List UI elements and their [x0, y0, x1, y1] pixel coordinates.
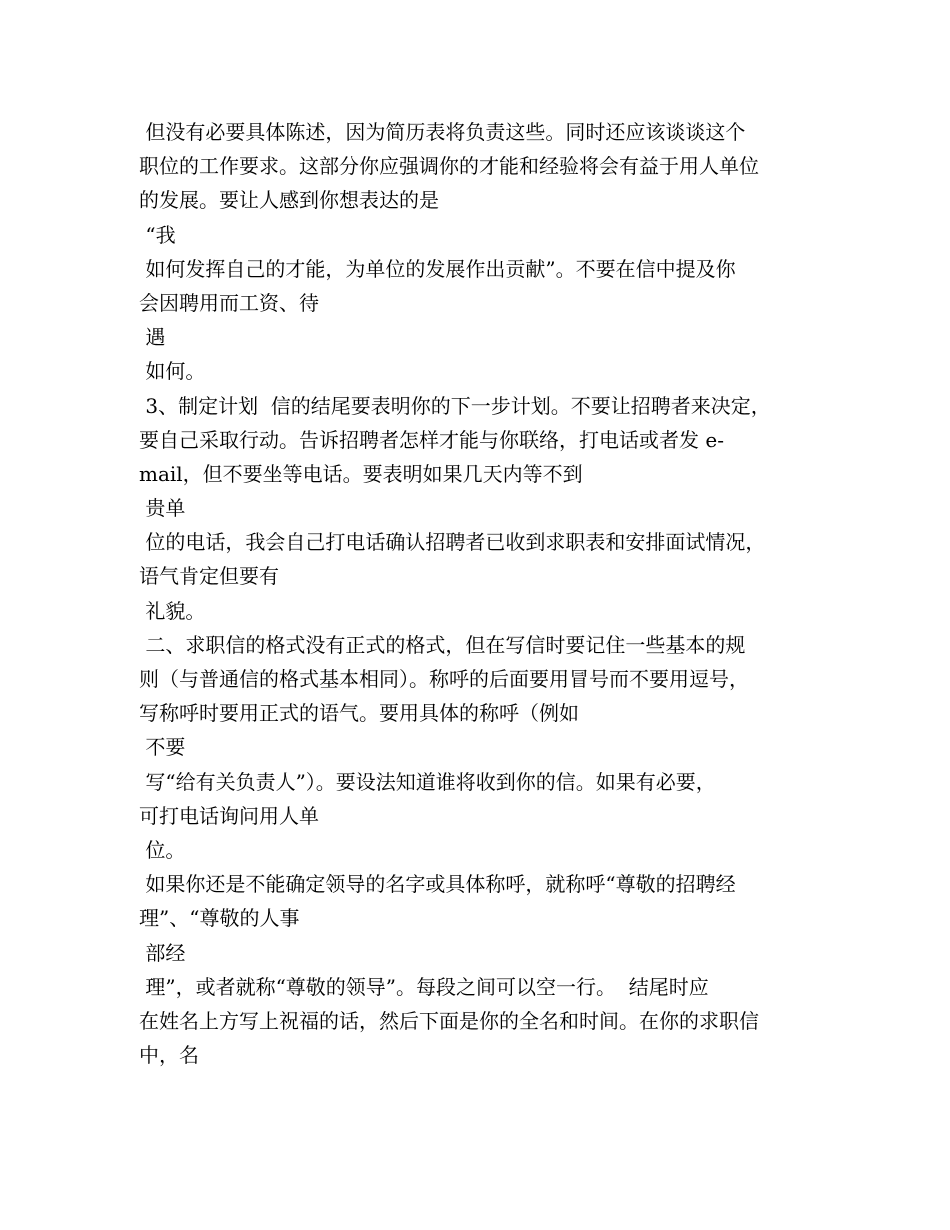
- text-line: 要自己采取行动。告诉招聘者怎样才能与你联络，打电话或者发 e-: [139, 427, 724, 452]
- text-line: 遇: [139, 325, 166, 350]
- text-line: 不要: [139, 735, 186, 760]
- text-line: 3、制定计划 信的结尾要表明你的下一步计划。不要让招聘者来决定，: [139, 393, 771, 418]
- text-line: 部经: [139, 940, 186, 965]
- text-line: 写“给有关负责人”）。要设法知道谁将收到你的信。如果有必要，: [139, 769, 716, 794]
- text-line: 但没有必要具体陈述，因为简历表将负责这些。同时还应该谈谈这个: [139, 120, 746, 144]
- text-line: 的发展。要让人感到你想表达的是: [139, 188, 439, 213]
- text-line: 可打电话询问用人单: [139, 803, 319, 828]
- text-line: 位。: [139, 837, 186, 862]
- text-line: 礼貌。: [139, 598, 206, 623]
- text-line: “我: [139, 222, 176, 247]
- text-line: 如果你还是不能确定领导的名字或具体称呼，就称呼“尊敬的招聘经: [139, 872, 736, 897]
- text-line: 在姓名上方写上祝福的话，然后下面是你的全名和时间。在你的求职信: [139, 1008, 759, 1033]
- text-line: 会因聘用而工资、待: [139, 290, 319, 315]
- text-line: 二、求职信的格式没有正式的格式，但在写信时要记住一些基本的规: [139, 632, 746, 657]
- document-page: [139, 115, 819, 1072]
- text-line: 理”，或者就称“尊敬的领导”。每段之间可以空一行。 结尾时应: [139, 974, 709, 999]
- text-line: 则（与普通信的格式基本相同）。称呼的后面要用冒号而不要用逗号，: [139, 667, 749, 691]
- text-line: 语气肯定但要有: [139, 564, 279, 589]
- text-line: 职位的工作要求。这部分你应强调你的才能和经验将会有益于用人单位: [139, 154, 759, 179]
- text-line: 理”、“尊敬的人事: [139, 906, 300, 931]
- text-line: 如何发挥自己的才能，为单位的发展作出贡献”。不要在信中提及你: [139, 256, 736, 281]
- text-line: 中，名: [139, 1043, 199, 1068]
- text-line: 贵单: [139, 496, 186, 521]
- text-line: 如何。: [139, 359, 206, 384]
- text-line: 位的电话，我会自己打电话确认招聘者已收到求职表和安排面试情况，: [139, 530, 766, 555]
- text-line: mail，但不要坐等电话。要表明如果几天内等不到: [139, 461, 583, 486]
- text-line: 写称呼时要用正式的语气。要用具体的称呼（例如: [139, 701, 579, 726]
